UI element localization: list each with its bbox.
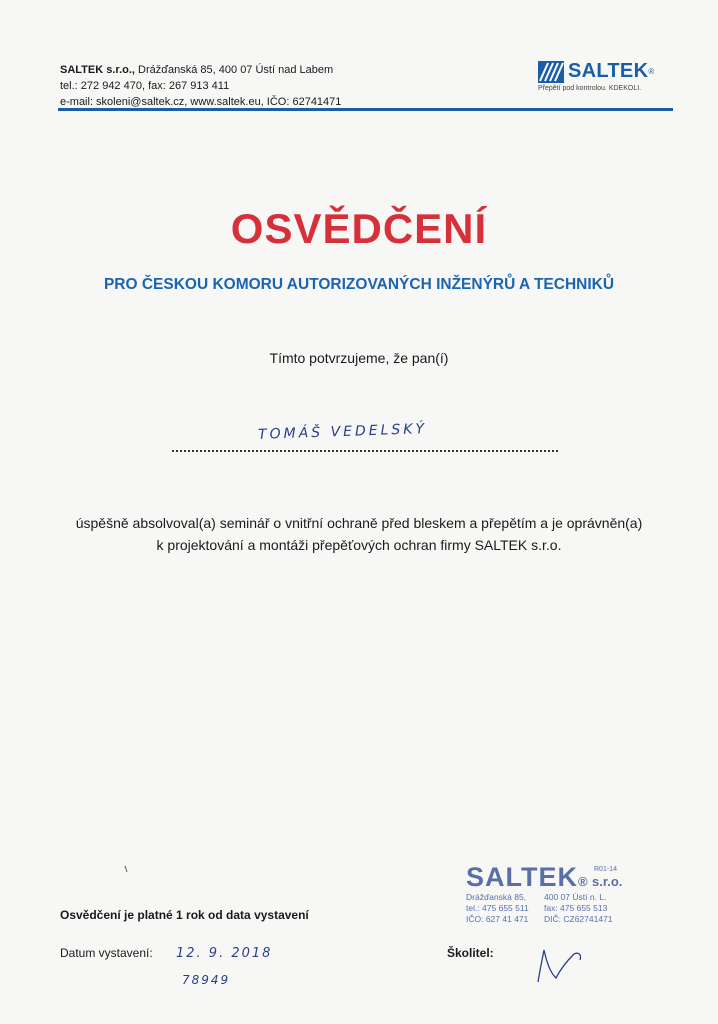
stamp-code: R01-14 bbox=[594, 866, 617, 873]
logo-text: SALTEK bbox=[568, 60, 649, 82]
name-dotted-line bbox=[172, 450, 558, 452]
company-address-line bbox=[60, 62, 341, 78]
trainer-label: Školitel: bbox=[447, 946, 494, 960]
stamp-dic: DIČ: CZ62741471 bbox=[544, 914, 613, 924]
certificate-subtitle: PRO ČESKOU KOMORU AUTORIZOVANÝCH INŽENÝRŮ A TECHNIKŮ bbox=[103, 276, 615, 293]
saltek-logo-icon bbox=[538, 61, 564, 83]
trainer-signature bbox=[530, 940, 590, 985]
body-line-2: k projektování a montáži přepěťových ochran firmy SALTEK s.r.o. bbox=[156, 537, 562, 553]
company-stamp bbox=[466, 862, 656, 925]
stamp-city: 400 07 Ústí n. L. bbox=[544, 892, 607, 902]
header-divider bbox=[58, 108, 673, 111]
logo-tagline: Přepětí pod kontrolou. KDEKOLI. bbox=[538, 85, 642, 92]
stamp-ico: IČO: 627 41 471 bbox=[466, 914, 529, 924]
stamp-reg: ® bbox=[578, 874, 588, 889]
company-name: SALTEK s.r.o., bbox=[60, 64, 135, 76]
handwritten-name: TOMÁŠ VEDELSKÝ bbox=[257, 421, 428, 443]
confirm-text: Tímto potvrzujeme, že pan(í) bbox=[269, 350, 449, 366]
logo-registered: ® bbox=[648, 67, 655, 76]
stamp-name: SALTEK bbox=[466, 862, 578, 892]
company-phone: tel.: 272 942 470, fax: 267 913 411 bbox=[60, 80, 230, 92]
company-info bbox=[60, 62, 341, 110]
company-address: Drážďanská 85, 400 07 Ústí nad Labem bbox=[134, 64, 334, 76]
stamp-suffix: s.r.o. bbox=[592, 874, 623, 889]
body-line-1: úspěšně absolvoval(a) seminář o vnitřní ochraně před bleskem a přepětím a je oprávněn(a) bbox=[75, 515, 643, 531]
issue-date-value: 12. 9. 2018 bbox=[176, 946, 273, 961]
issue-date-label: Datum vystavení: bbox=[60, 946, 153, 960]
stamp-street: Drážďanská 85, bbox=[466, 892, 527, 902]
pen-mark bbox=[124, 866, 128, 872]
stamp-fax: fax: 475 655 513 bbox=[544, 903, 608, 913]
validity-note: Osvědčení je platné 1 rok od data vystavení bbox=[60, 908, 309, 922]
stamp-tel: tel.: 475 655 511 bbox=[466, 903, 529, 913]
company-contact: e-mail: skoleni@saltek.cz, www.saltek.eu, IČO: 62741471 bbox=[60, 96, 342, 108]
certificate-body bbox=[0, 512, 718, 556]
certificate-title: OSVĚDČENÍ bbox=[230, 205, 488, 252]
saltek-logo bbox=[538, 60, 673, 92]
certificate-number: 78949 bbox=[182, 973, 231, 987]
